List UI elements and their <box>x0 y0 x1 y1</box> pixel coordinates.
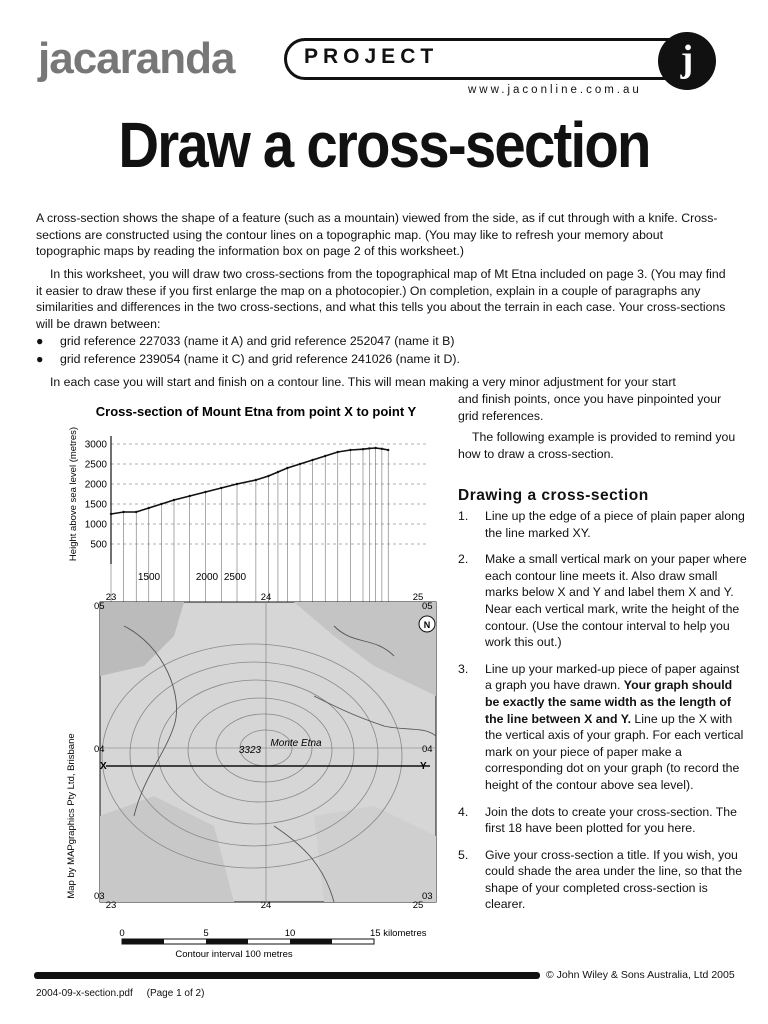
step-text: Make a small vertical mark on your paper where each contour line meets it. Also draw small marks below X and Y and label them X and Y. Near each vertical mark, write the height of the contour. (Use the contour interval to help you work this out.) <box>485 552 747 650</box>
j-logo-icon: j <box>658 32 716 90</box>
profile-point <box>324 455 326 457</box>
grid-label: 03 <box>422 891 433 902</box>
profile-point <box>311 459 313 461</box>
right-paragraph-example: The following example is provided to remind you how to draw a cross-section. <box>458 430 736 461</box>
profile-point <box>110 513 112 515</box>
profile-point <box>189 495 191 497</box>
scale-label: 15 kilometres <box>370 928 427 939</box>
profile-point <box>299 463 301 465</box>
step-item <box>458 508 748 541</box>
profile-point <box>160 503 162 505</box>
bullet-text: grid reference 227033 (name it A) and grid reference 252047 (name it B) <box>60 334 455 348</box>
footer-bar <box>34 972 540 979</box>
step-item <box>458 551 748 651</box>
x-annotation: 1500 <box>137 572 161 583</box>
grid-label: 25 <box>412 900 424 911</box>
topographic-map <box>94 592 436 911</box>
step-number: 3. <box>458 661 469 676</box>
peak-name: Monte Etna <box>270 738 322 749</box>
grid-label: 04 <box>94 744 105 755</box>
y-axis-label: Height above sea level (metres) <box>68 426 79 562</box>
profile-point <box>255 479 257 481</box>
profile-point <box>173 499 175 501</box>
profile-point <box>122 511 124 513</box>
profile-point <box>337 451 339 453</box>
profile-point <box>220 487 222 489</box>
scale-label: 5 <box>203 928 209 939</box>
grid-label: 23 <box>105 900 117 911</box>
drawing-subheading: Drawing a cross-section <box>458 487 649 504</box>
scale-label: 0 <box>119 928 125 939</box>
intro-paragraph-3: In each case you will start and finish on a contour line. This will mean making a very minor adjustment for your start <box>50 375 676 389</box>
profile-point <box>286 467 288 469</box>
cross-section-figure <box>34 396 446 962</box>
step-text: Line up the X with the vertical axis of your graph. For each vertical mark on your piece of paper make a corresponding dot on your graph (to record the height of the contour above sea level). <box>485 711 744 792</box>
grid-label: 25 <box>412 592 424 603</box>
bullet-item: ● grid reference 239054 (name it C) and grid reference 241026 (name it D). <box>36 352 460 366</box>
y-tick-label: 1000 <box>84 519 107 531</box>
profile-point <box>349 449 351 451</box>
step-item <box>458 804 748 837</box>
intro-paragraph-2: In this worksheet, you will draw two cross-sections from the topographical map of Mt Etna included on page 3. (You may find it easier to draw these if you first enlarge the map on a photocopier.) On completion, explain in a couple of paragraphs any similarities and differences in the two cross-sections, and what this tells you about the terrain in each case. Your cross-sections will be drawn between: <box>36 267 726 331</box>
profile-point <box>381 448 383 450</box>
jacaranda-logo: jacaranda <box>38 34 235 83</box>
scale-label: 10 <box>284 928 296 939</box>
x-annotation: 2000 <box>195 572 219 583</box>
step-text-bold: Your graph should be exactly the same width as the length of the line between X and Y. <box>485 678 733 726</box>
profile-point <box>374 447 376 449</box>
map-credit: Map by MAPgraphics Pty Ltd, Brisbane <box>66 733 77 899</box>
grid-label: 05 <box>422 601 433 612</box>
bullet-text: grid reference 239054 (name it C) and grid reference 241026 (name it D). <box>60 352 460 366</box>
profile-point <box>362 448 364 450</box>
bullet-item: ● grid reference 227033 (name it A) and grid reference 252047 (name it B) <box>36 334 455 348</box>
step-item <box>458 847 748 913</box>
y-tick-label: 3000 <box>84 439 107 451</box>
grid-label: 23 <box>105 592 117 603</box>
step-text: Line up your marked-up piece of paper against a graph you have drawn. <box>485 661 740 693</box>
grid-label: 04 <box>422 744 433 755</box>
grid-label: 24 <box>260 900 272 911</box>
y-tick-label: 2500 <box>84 459 107 471</box>
grid-label: 24 <box>260 592 272 603</box>
profile-point <box>204 491 206 493</box>
intro-paragraph-1: A cross-section shows the shape of a feature (such as a mountain) viewed from the side, as if cut through with a knife. Cross-sections are constructed using the contour lines on a topographic map. (You may like to refresh your memory about topographic maps by reading the information box on page 2 of this worksheet.) <box>36 211 718 259</box>
profile-point <box>267 475 269 477</box>
right-paragraph-continued: and finish points, once you have pinpointed your grid references. <box>458 392 722 423</box>
profile-point <box>368 447 370 449</box>
grid-label: 05 <box>94 601 105 612</box>
grid-label: 03 <box>94 891 105 902</box>
y-tick-label: 500 <box>90 539 107 551</box>
profile-point <box>148 507 150 509</box>
summit-height: 3323 <box>238 745 262 756</box>
y-tick-label: 1500 <box>84 499 107 511</box>
step-text: Join the dots to create your cross-section. The first 18 have been plotted for you here. <box>485 804 737 836</box>
x-annotation: 2500 <box>223 572 247 583</box>
page-title: Draw a cross-section <box>118 109 650 181</box>
step-item <box>458 661 748 794</box>
file-name: 2004-09-x-section.pdf (Page 1 of 2) <box>36 988 205 999</box>
chart-title: Cross-section of Mount Etna from point X to point Y <box>95 404 417 419</box>
step-text: Line up the edge of a piece of plain paper along the line marked XY. <box>485 509 745 540</box>
profile-point <box>277 471 279 473</box>
profile-point <box>236 483 238 485</box>
step-number: 2. <box>458 552 469 567</box>
website-url[interactable]: www.jaconline.com.au <box>468 84 642 96</box>
profile-point <box>135 511 137 513</box>
point-y: Y <box>420 761 427 772</box>
step-number: 5. <box>458 847 469 862</box>
project-label: PROJECT <box>304 45 439 68</box>
step-text: Give your cross-section a title. If you wish, you could shade the area under the line, so that the shape of your completed cross-section is clearer. <box>485 847 743 912</box>
steps-list <box>458 508 748 923</box>
north-label: N <box>423 620 431 630</box>
copyright: © John Wiley & Sons Australia, Ltd 2005 <box>546 969 735 981</box>
contour-interval-note: Contour interval 100 metres <box>175 949 293 960</box>
profile-point <box>387 449 389 451</box>
step-number: 4. <box>458 804 469 819</box>
step-number: 1. <box>458 509 469 523</box>
y-tick-label: 2000 <box>84 479 107 491</box>
point-x: X <box>100 761 107 772</box>
